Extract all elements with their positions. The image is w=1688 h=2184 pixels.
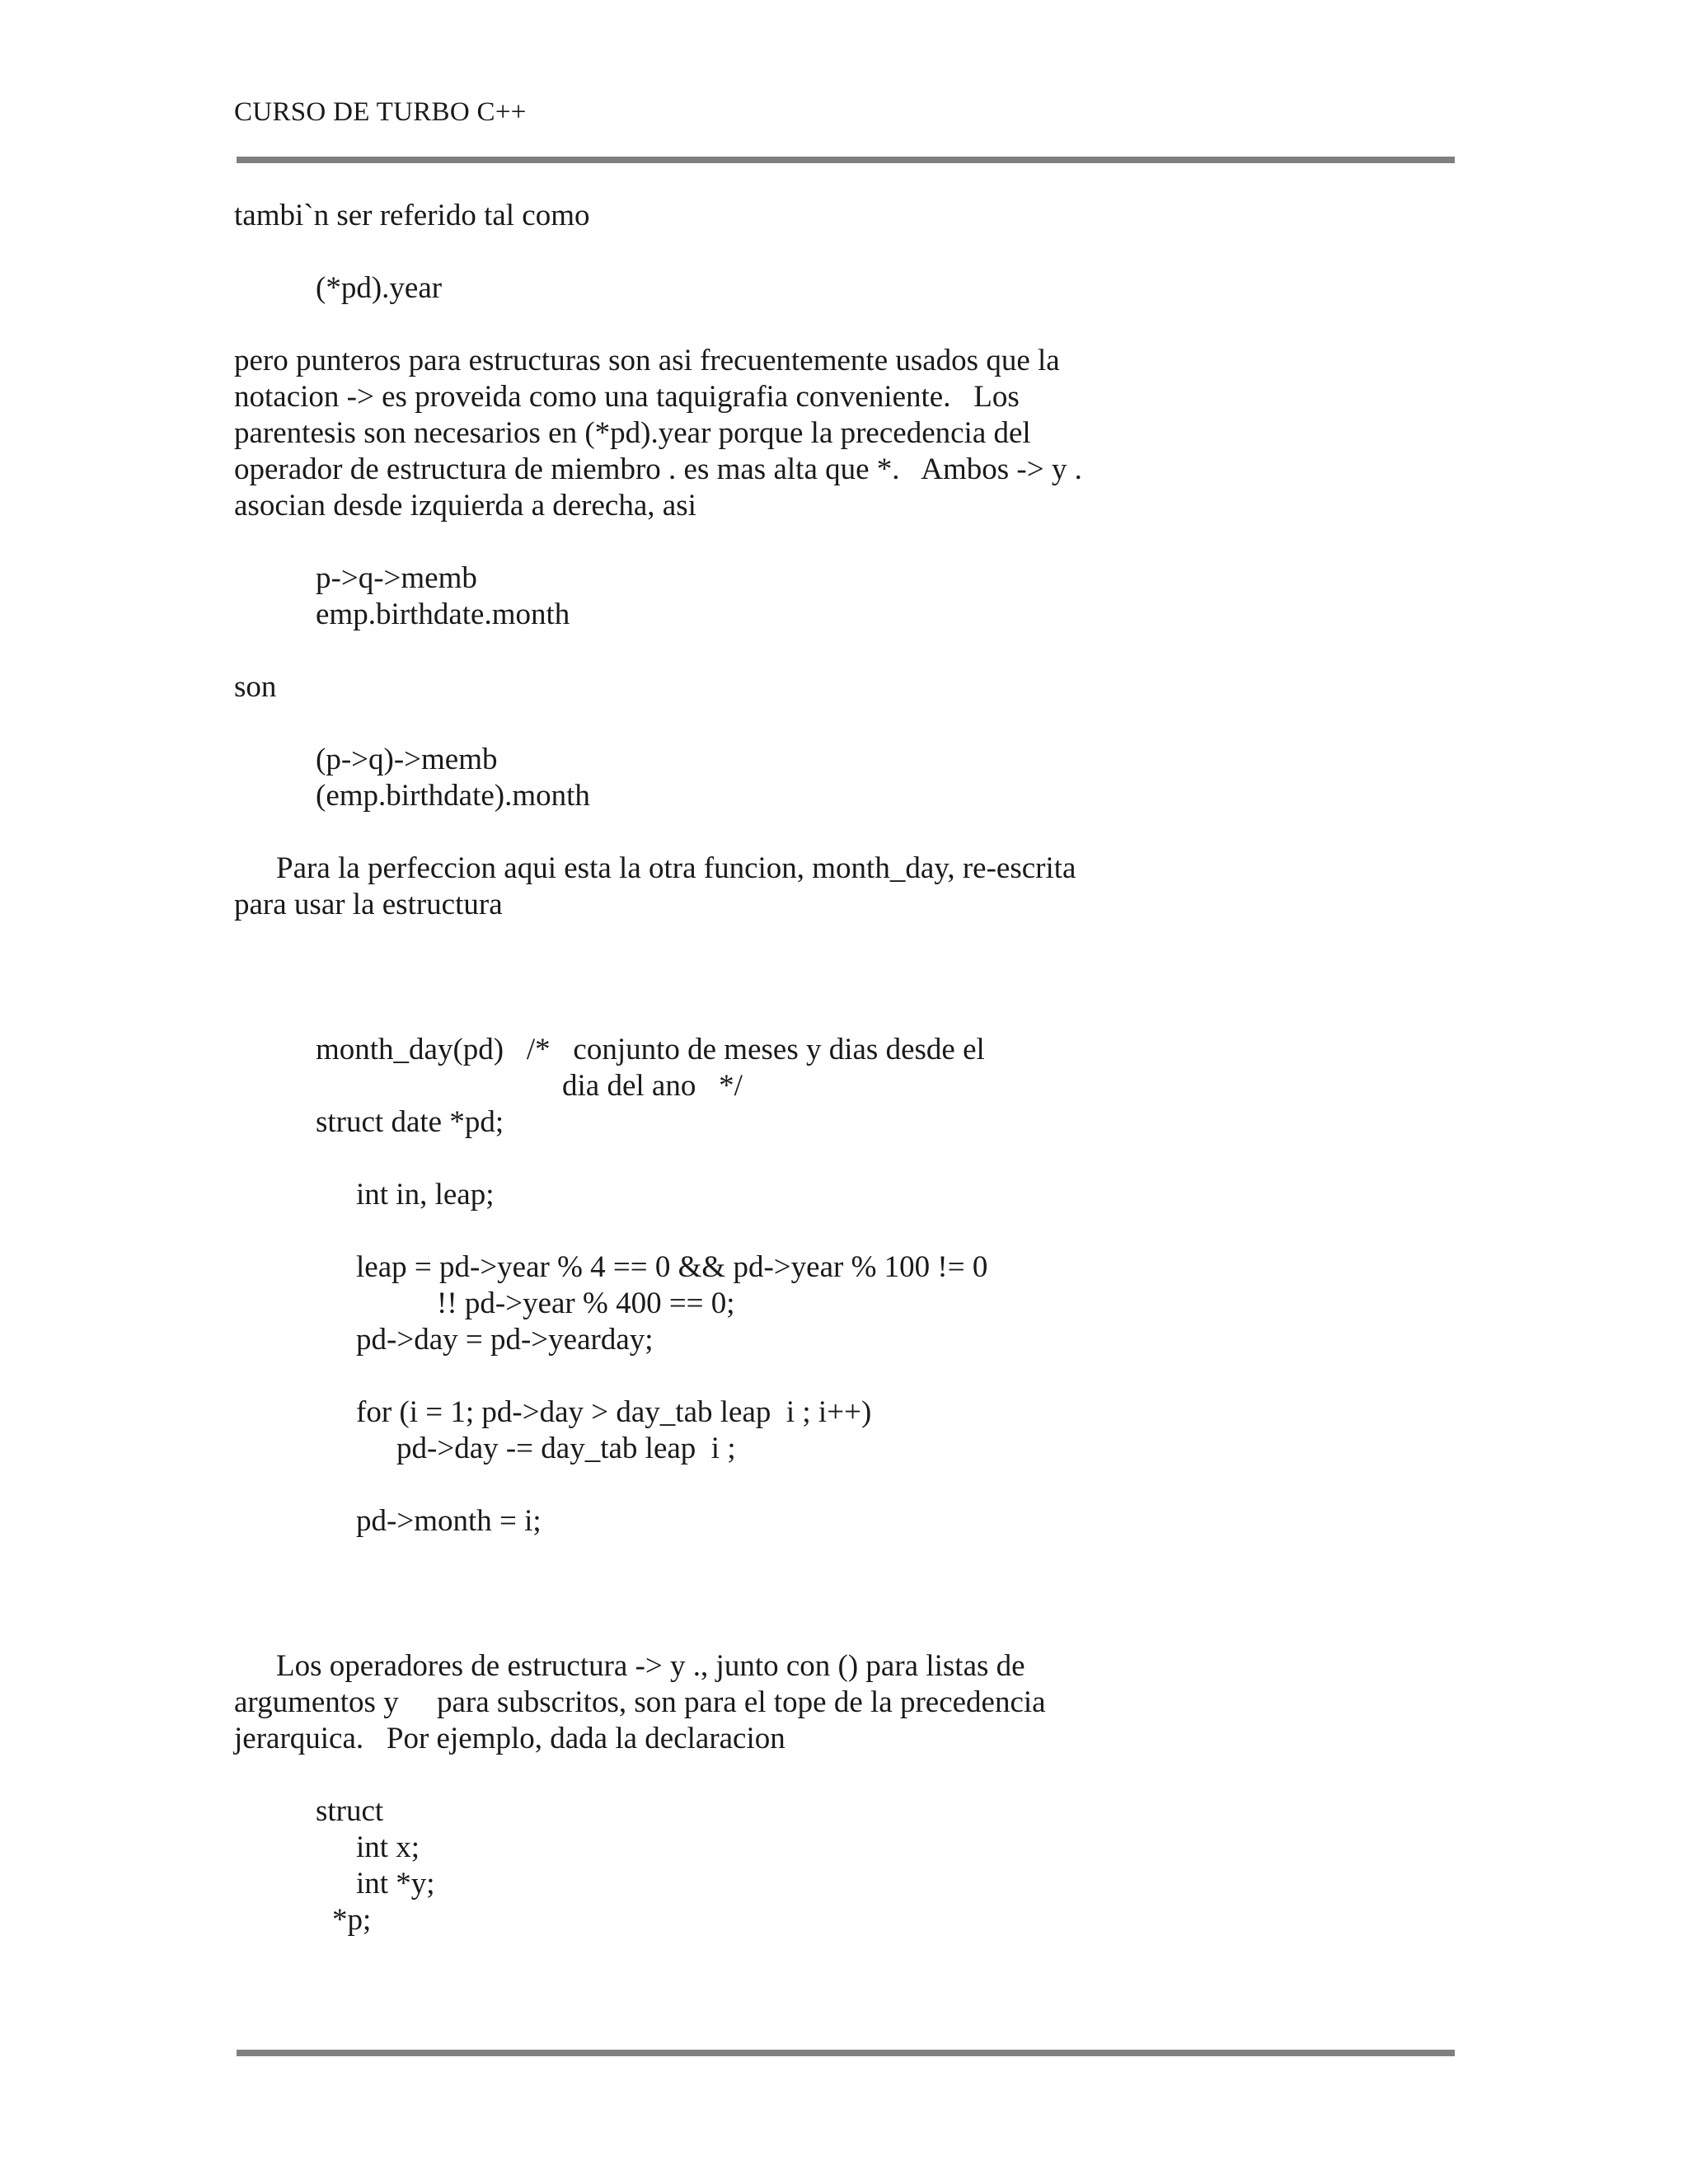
code-line: emp.birthdate.month — [316, 598, 570, 631]
footer-divider — [237, 2050, 1455, 2056]
code-line: *p; — [332, 1903, 372, 1937]
text-line: Los operadores de estructura -> y ., junto con () para listas de — [276, 1649, 1025, 1683]
code-line: (*pd).year — [316, 271, 443, 305]
text-line: pero punteros para estructuras son asi frecuentemente usados que la — [234, 344, 1060, 377]
text-line: Para la perfeccion aqui esta la otra funcion, month_day, re-escrita — [276, 851, 1076, 885]
code-line: pd->day = pd->yearday; — [356, 1323, 654, 1357]
code-line: struct — [316, 1794, 384, 1828]
text-line: tambi`n ser referido tal como — [234, 199, 590, 232]
code-line: int x; — [356, 1830, 420, 1864]
code-line: int *y; — [356, 1867, 435, 1900]
code-line: pd->day -= day_tab leap i ; — [396, 1432, 736, 1465]
page-header-title: CURSO DE TURBO C++ — [234, 97, 527, 127]
text-line: notacion -> es proveida como una taquigrafia conveniente. Los — [234, 380, 1020, 414]
text-line: argumentos y para subscritos, son para el tope de la precedencia — [234, 1685, 1046, 1719]
code-line: !! pd->year % 400 == 0; — [437, 1286, 735, 1320]
text-line: parentesis son necesarios en (*pd).year porque la precedencia del — [234, 416, 1031, 450]
text-line: son — [234, 670, 277, 704]
code-line: p->q->memb — [316, 561, 477, 595]
text-line: para usar la estructura — [234, 888, 503, 921]
code-line: leap = pd->year % 4 == 0 && pd->year % 100 != 0 — [356, 1250, 988, 1284]
code-line: for (i = 1; pd->day > day_tab leap i ; i++) — [356, 1395, 872, 1429]
code-line: (p->q)->memb — [316, 743, 498, 776]
text-line: asocian desde izquierda a derecha, asi — [234, 489, 696, 523]
text-line: operador de estructura de miembro . es mas alta que *. Ambos -> y . — [234, 452, 1082, 486]
header-divider — [237, 157, 1455, 163]
text-line: jerarquica. Por ejemplo, dada la declaracion — [234, 1722, 785, 1755]
code-line: int in, leap; — [356, 1178, 495, 1212]
code-line: (emp.birthdate).month — [316, 779, 590, 813]
code-line: month_day(pd) /* conjunto de meses y dias desde el — [316, 1033, 985, 1066]
code-line: struct date *pd; — [316, 1105, 504, 1139]
code-line: dia del ano */ — [562, 1069, 743, 1103]
code-line: pd->month = i; — [356, 1504, 542, 1538]
